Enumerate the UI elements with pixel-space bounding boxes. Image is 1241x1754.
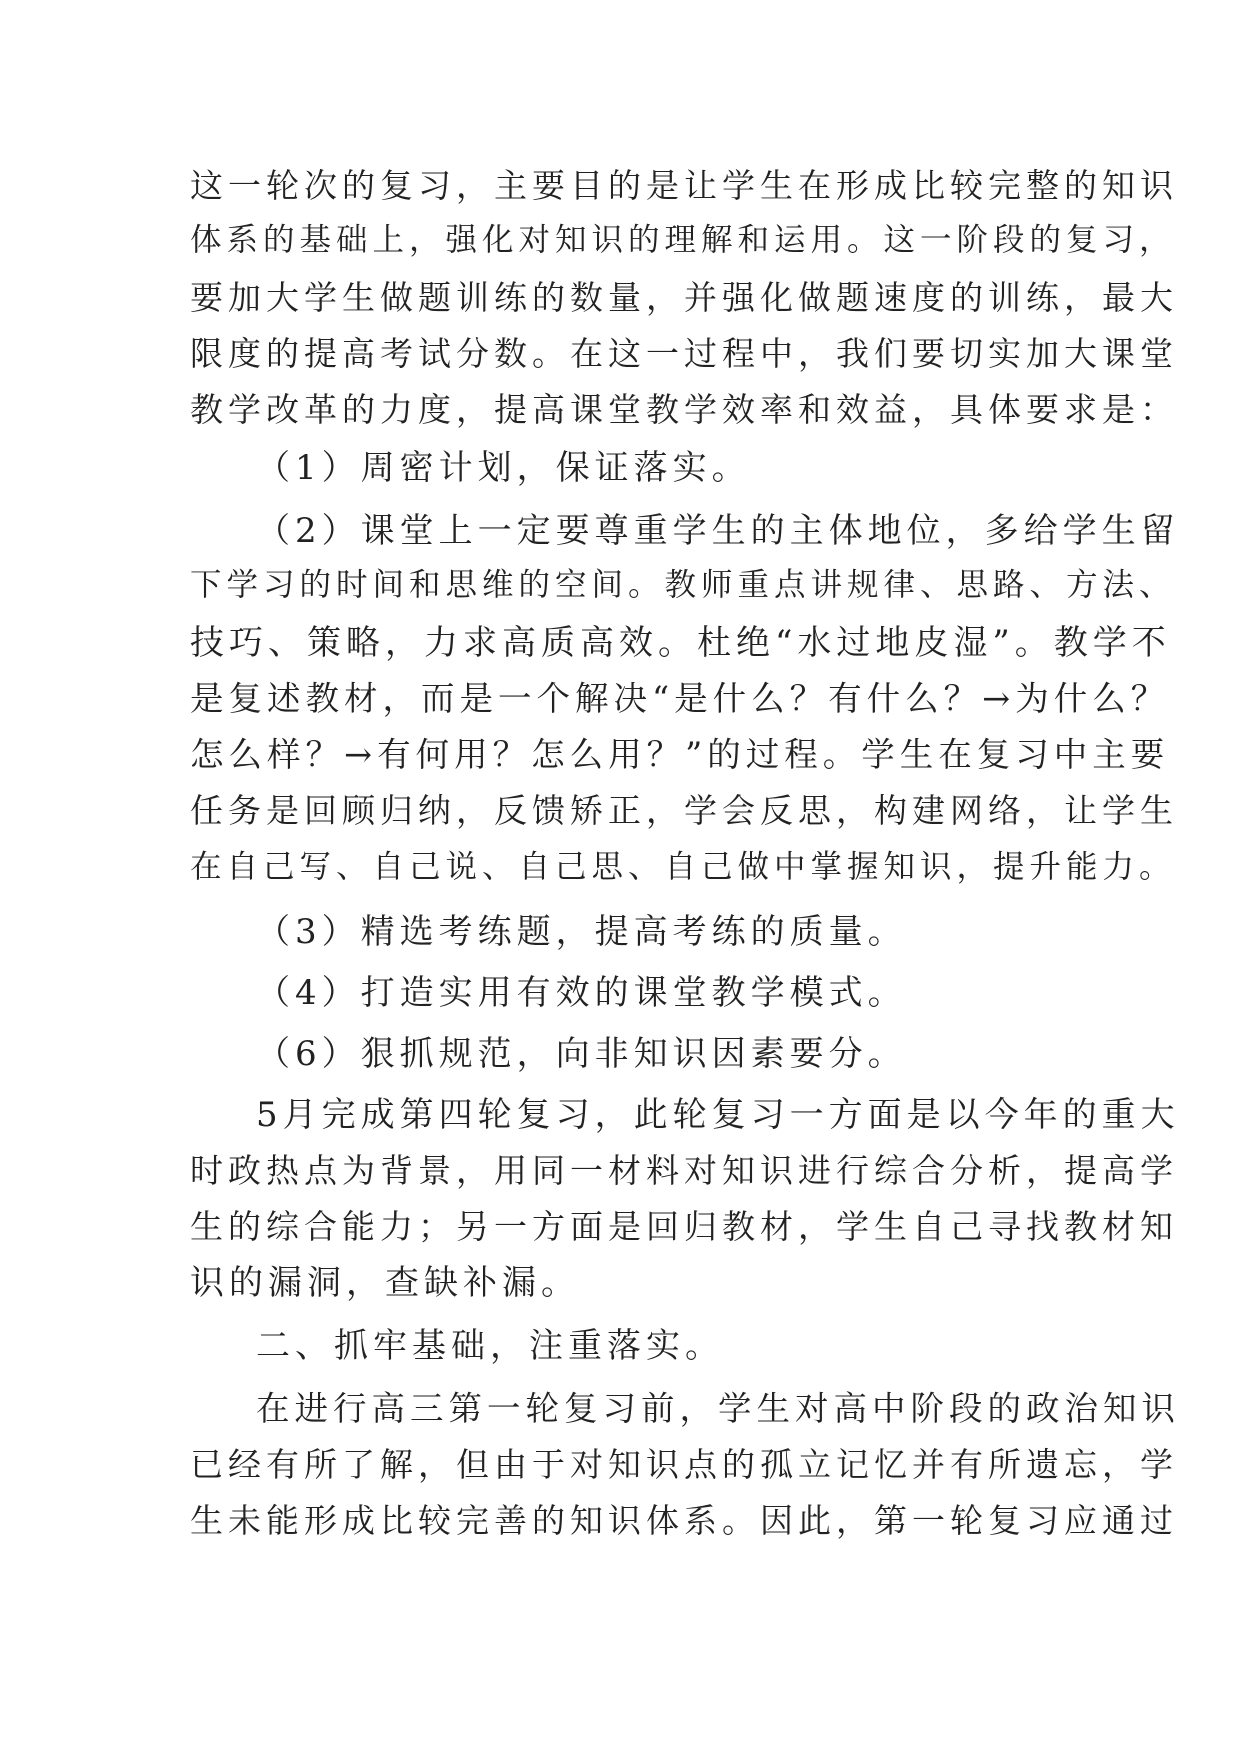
text-line: 在自己写、自己说、自己思、自己做中掌握知识，提升能力。 — [190, 849, 1176, 885]
section-heading: 二、抓牢基础，注重落实。 — [256, 1326, 724, 1366]
text-line: 怎么样？→有何用？怎么用？”的过程。学生在复习中主要 — [190, 735, 1170, 774]
text-line: （6）狠抓规范，向非知识因素要分。 — [256, 1034, 907, 1074]
text-line: 在进行高三第一轮复习前，学生对高中阶段的政治知识 — [256, 1389, 1180, 1428]
text-line: 5月完成第四轮复习，此轮复习一方面是以今年的重大 — [256, 1095, 1180, 1135]
text-line: 时政热点为背景，用同一材料对知识进行综合分析，提高学 — [190, 1151, 1178, 1190]
text-line: 是复述教材，而是一个解决“是什么？有什么？→为什么？ — [190, 679, 1170, 718]
text-line: （2）课堂上一定要尊重学生的主体地位，多给学生留 — [256, 511, 1180, 551]
text-line: （3）精选考练题，提高考练的质量。 — [256, 912, 907, 952]
text-line: 任务是回顾归纳，反馈矫正，学会反思，构建网络，让学生 — [190, 791, 1178, 830]
text-line: 要加大学生做题训练的数量，并强化做题速度的训练，最大 — [190, 278, 1178, 317]
text-line: （1）周密计划，保证落实。 — [256, 448, 751, 488]
text-line: 已经有所了解，但由于对知识点的孤立记忆并有所遗忘，学 — [190, 1445, 1178, 1484]
text-line: 这一轮次的复习，主要目的是让学生在形成比较完整的知识 — [190, 166, 1178, 205]
text-line: 识的漏洞，查缺补漏。 — [190, 1263, 580, 1303]
text-line: 生未能形成比较完善的知识体系。因此，第一轮复习应通过 — [190, 1501, 1178, 1540]
text-line: 限度的提高考试分数。在这一过程中，我们要切实加大课堂 — [190, 334, 1178, 373]
text-line: 生的综合能力；另一方面是回归教材，学生自己寻找教材知 — [190, 1207, 1178, 1246]
text-line: 教学改革的力度，提高课堂教学效率和效益，具体要求是： — [190, 390, 1178, 429]
text-line: 下学习的时间和思维的空间。教师重点讲规律、思路、方法、 — [190, 567, 1176, 603]
text-line: （4）打造实用有效的课堂教学模式。 — [256, 973, 907, 1013]
text-line: 技巧、策略，力求高质高效。杜绝“水过地皮湿”。教学不 — [190, 623, 1171, 663]
text-line: 体系的基础上，强化对知识的理解和运用。这一阶段的复习， — [190, 222, 1176, 258]
